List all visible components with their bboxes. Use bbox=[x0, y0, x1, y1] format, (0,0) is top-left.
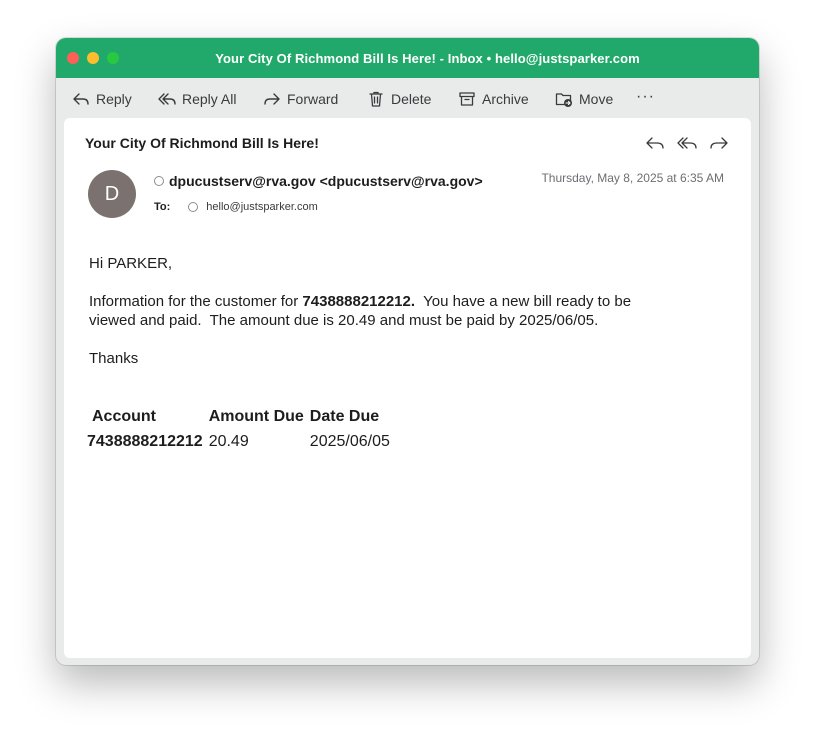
reply-all-label: Reply All bbox=[182, 91, 237, 107]
table-row bbox=[86, 432, 393, 452]
forward-button[interactable] bbox=[263, 88, 338, 110]
quick-forward-icon[interactable] bbox=[709, 134, 729, 152]
move-button[interactable] bbox=[555, 88, 613, 110]
delete-button[interactable] bbox=[367, 88, 431, 110]
greeting: Hi PARKER, bbox=[89, 255, 173, 272]
reply-all-button[interactable] bbox=[158, 88, 236, 110]
quick-reply-icon[interactable] bbox=[645, 134, 665, 152]
info-line2: viewed and paid. The amount due is 20.49 and must be paid by 2025/06/05. bbox=[89, 312, 599, 329]
bill-table bbox=[86, 407, 393, 452]
header-account: Account bbox=[92, 408, 156, 425]
recipient-status-icon bbox=[188, 202, 198, 212]
archive-button[interactable] bbox=[458, 88, 529, 110]
sender-address[interactable]: dpucustserv@rva.gov <dpucustserv@rva.gov> bbox=[169, 173, 483, 189]
sender-line[interactable] bbox=[154, 173, 483, 189]
title-bar[interactable] bbox=[56, 38, 759, 78]
forward-icon bbox=[263, 90, 281, 108]
reply-button[interactable] bbox=[72, 88, 132, 110]
reply-all-icon bbox=[158, 90, 176, 108]
delete-label: Delete bbox=[391, 91, 432, 107]
toolbar bbox=[56, 78, 759, 118]
archive-box-icon bbox=[458, 90, 476, 108]
move-folder-icon bbox=[555, 90, 573, 108]
move-label: Move bbox=[579, 91, 614, 107]
info-paragraph bbox=[89, 292, 709, 330]
table-header-row bbox=[86, 407, 393, 432]
mail-window bbox=[56, 38, 759, 665]
quick-actions bbox=[645, 134, 729, 152]
reply-icon bbox=[72, 90, 90, 108]
sender-avatar: D bbox=[88, 170, 136, 218]
info-prefix: Information for the customer for bbox=[89, 293, 303, 310]
info-line1-suffix: You have a new bill ready to be bbox=[415, 293, 632, 310]
archive-label: Archive bbox=[482, 91, 529, 107]
more-icon: ··· bbox=[636, 88, 655, 105]
quick-reply-all-icon[interactable] bbox=[677, 134, 697, 152]
info-account: 7438888212212. bbox=[302, 293, 416, 310]
message-subject: Your City Of Richmond Bill Is Here! bbox=[85, 135, 319, 151]
trash-icon bbox=[367, 90, 385, 108]
recipient-address[interactable]: hello@justsparker.com bbox=[206, 201, 318, 213]
header-amount-due: Amount Due bbox=[208, 408, 304, 425]
message-panel bbox=[64, 118, 751, 658]
more-actions-button[interactable] bbox=[636, 86, 655, 108]
recipient-line bbox=[154, 201, 318, 213]
cell-amount-due: 20.49 bbox=[208, 433, 249, 450]
cell-date-due: 2025/06/05 bbox=[309, 433, 390, 450]
to-label: To: bbox=[154, 201, 171, 213]
header-date-due: Date Due bbox=[309, 408, 380, 425]
window-title: Your City Of Richmond Bill Is Here! - Inbox • hello@justsparker.com bbox=[215, 51, 640, 66]
reply-label: Reply bbox=[96, 91, 132, 107]
message-date: Thursday, May 8, 2025 at 6:35 AM bbox=[541, 171, 724, 185]
forward-label: Forward bbox=[287, 91, 339, 107]
cell-account: 7438888212212 bbox=[87, 433, 203, 450]
sender-status-icon bbox=[154, 176, 164, 186]
message-body bbox=[89, 254, 709, 387]
closing: Thanks bbox=[89, 350, 139, 367]
